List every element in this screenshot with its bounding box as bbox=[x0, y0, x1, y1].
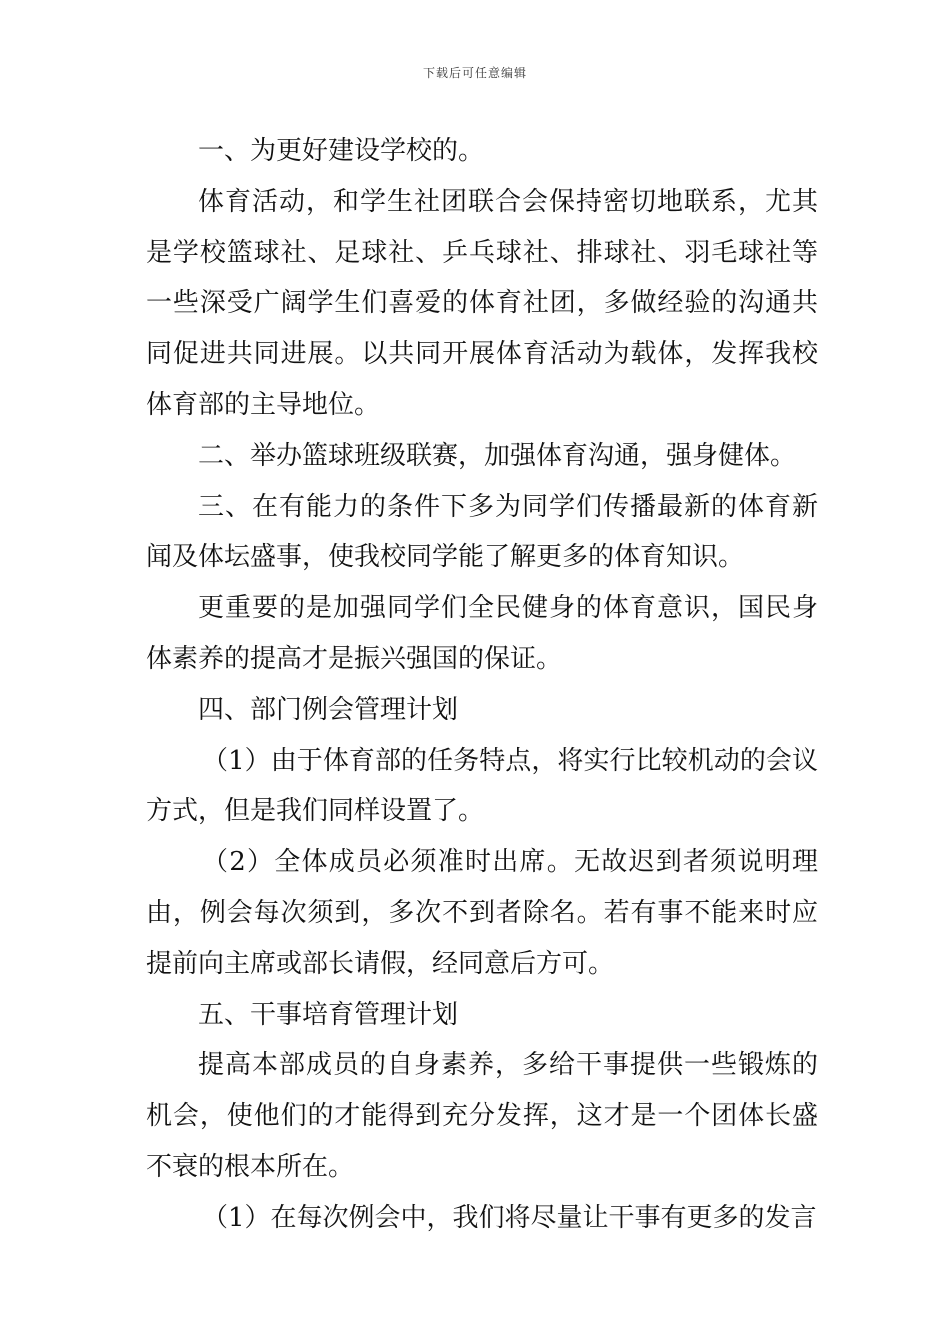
paragraph-3: 二、举办篮球班级联赛，加强体育沟通，强身健体。 bbox=[198, 440, 797, 471]
paragraph-1: 一、为更好建设学校的。 bbox=[198, 136, 485, 166]
paragraph-2: 体育活动，和学生社团联合会保持密切地联系，尤其是学校篮球社、足球社、乒乓球社、排球社、羽毛球社等一些深受广阔学生们喜爱的体育社团，多做经验的沟通共同促进共同进展。以共同开展体育活动为载体，发挥我校体育部的主导地位。 bbox=[146, 186, 818, 420]
header-note: 下载后可任意编辑 bbox=[422, 66, 527, 80]
paragraph-4: 三、在有能力的条件下多为同学们传播最新的体育新闻及体坛盛事，使我校同学能了解更多的体育知识。 bbox=[146, 491, 818, 573]
paragraph-item-2: （2）全体成员必须准时出席。无故迟到者须说明理由，例会每次须到，多次不到者除名。若有事不能来时应提前向主席或部长请假，经同意后方可。 bbox=[146, 847, 818, 979]
paragraph-6: 提高本部成员的自身素养，多给干事提供一些锻炼的机会，使他们的才能得到充分发挥，这才是一个团体长盛不衰的根本所在。 bbox=[146, 1050, 818, 1182]
section-heading-5: 五、干事培育管理计划 bbox=[198, 999, 459, 1030]
paragraph-item-3: （1）在每次例会中，我们将尽量让干事有更多的发言 bbox=[202, 1202, 817, 1233]
paragraph-5: 更重要的是加强同学们全民健身的体育意识，国民身体素养的提高才是振兴强国的保证。 bbox=[146, 593, 818, 674]
document-body bbox=[146, 126, 818, 1244]
paragraph-item-1: （1）由于体育部的任务特点，将实行比较机动的会议方式，但是我们同样设置了。 bbox=[146, 745, 818, 827]
section-heading-4: 四、部门例会管理计划 bbox=[198, 694, 459, 725]
